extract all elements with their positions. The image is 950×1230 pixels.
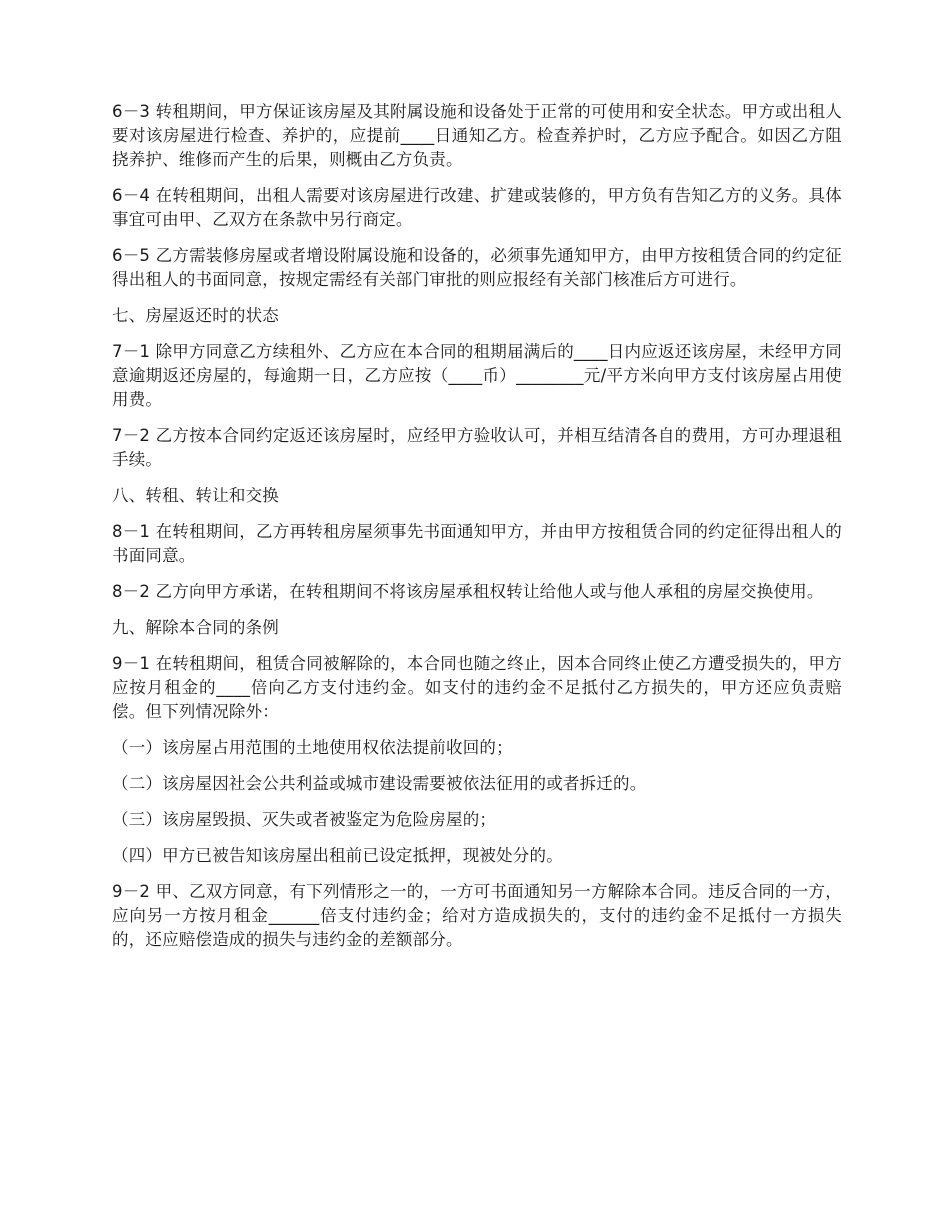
exception-item-1: （一）该房屋占用范围的土地使用权依法提前收回的； bbox=[112, 738, 513, 757]
section-heading-8: 八、转租、转让和交换 bbox=[112, 486, 279, 505]
clause-7-2: 7－2 乙方按本合同约定返还该房屋时，应经甲方验收认可，并相互结清各自的费用，方可办理退租手续。 bbox=[112, 426, 842, 469]
exception-item-3: （三）该房屋毁损、灭失或者被鉴定为危险房屋的； bbox=[112, 810, 497, 829]
exception-item-4: （四）甲方已被告知该房屋出租前已设定抵押，现被处分的。 bbox=[112, 846, 563, 865]
exception-item-2: （二）该房屋因社会公共利益或城市建设需要被依法征用的或者拆迁的。 bbox=[112, 774, 647, 793]
clause-8-1: 8－1 在转租期间，乙方再转租房屋须事先书面通知甲方，并由甲方按租赁合同的约定征得出租人的书面同意。 bbox=[112, 522, 842, 565]
clause-9-2: 9－2 甲、乙双方同意，有下列情形之一的，一方可书面通知另一方解除本合同。违反合同的一方，应向另一方按月租金______倍支付违约金；给对方造成损失的，支付的违约金不足抵付一方损失的，还应赔偿造成的损失与违约金的差额部分。 bbox=[112, 882, 842, 949]
clause-7-1: 7－1 除甲方同意乙方续租外、乙方应在本合同的租期届满后的____日内应返还该房屋，未经甲方同意逾期返还房屋的，每逾期一日，乙方应按（____币）________元/平方米向甲方支付该房屋占用使用费。 bbox=[112, 342, 842, 409]
clause-8-2: 8－2 乙方向甲方承诺，在转租期间不将该房屋承租权转让给他人或与他人承租的房屋交换使用。 bbox=[112, 582, 824, 601]
document-body bbox=[112, 100, 842, 964]
clause-6-3: 6－3 转租期间，甲方保证该房屋及其附属设施和设备处于正常的可使用和安全状态。甲方或出租人要对该房屋进行检查、养护的，应提前____日通知乙方。检查养护时，乙方应予配合。如因乙方阻挠养护、维修而产生的后果，则概由乙方负责。 bbox=[112, 102, 842, 169]
section-heading-7: 七、房屋返还时的状态 bbox=[112, 306, 279, 325]
clause-6-5: 6－5 乙方需装修房屋或者增设附属设施和设备的，必须事先通知甲方，由甲方按租赁合同的约定征得出租人的书面同意，按规定需经有关部门审批的则应报经有关部门核准后方可进行。 bbox=[112, 246, 842, 289]
clause-9-1: 9－1 在转租期间，租赁合同被解除的，本合同也随之终止，因本合同终止使乙方遭受损失的，甲方应按月租金的____倍向乙方支付违约金。如支付的违约金不足抵付乙方损失的，甲方还应负责赔偿。但下列情况除外： bbox=[112, 654, 842, 721]
clause-6-4: 6－4 在转租期间，出租人需要对该房屋进行改建、扩建或装修的，甲方负有告知乙方的义务。具体事宜可由甲、乙双方在条款中另行商定。 bbox=[112, 186, 842, 229]
section-heading-9: 九、解除本合同的条例 bbox=[112, 618, 279, 637]
